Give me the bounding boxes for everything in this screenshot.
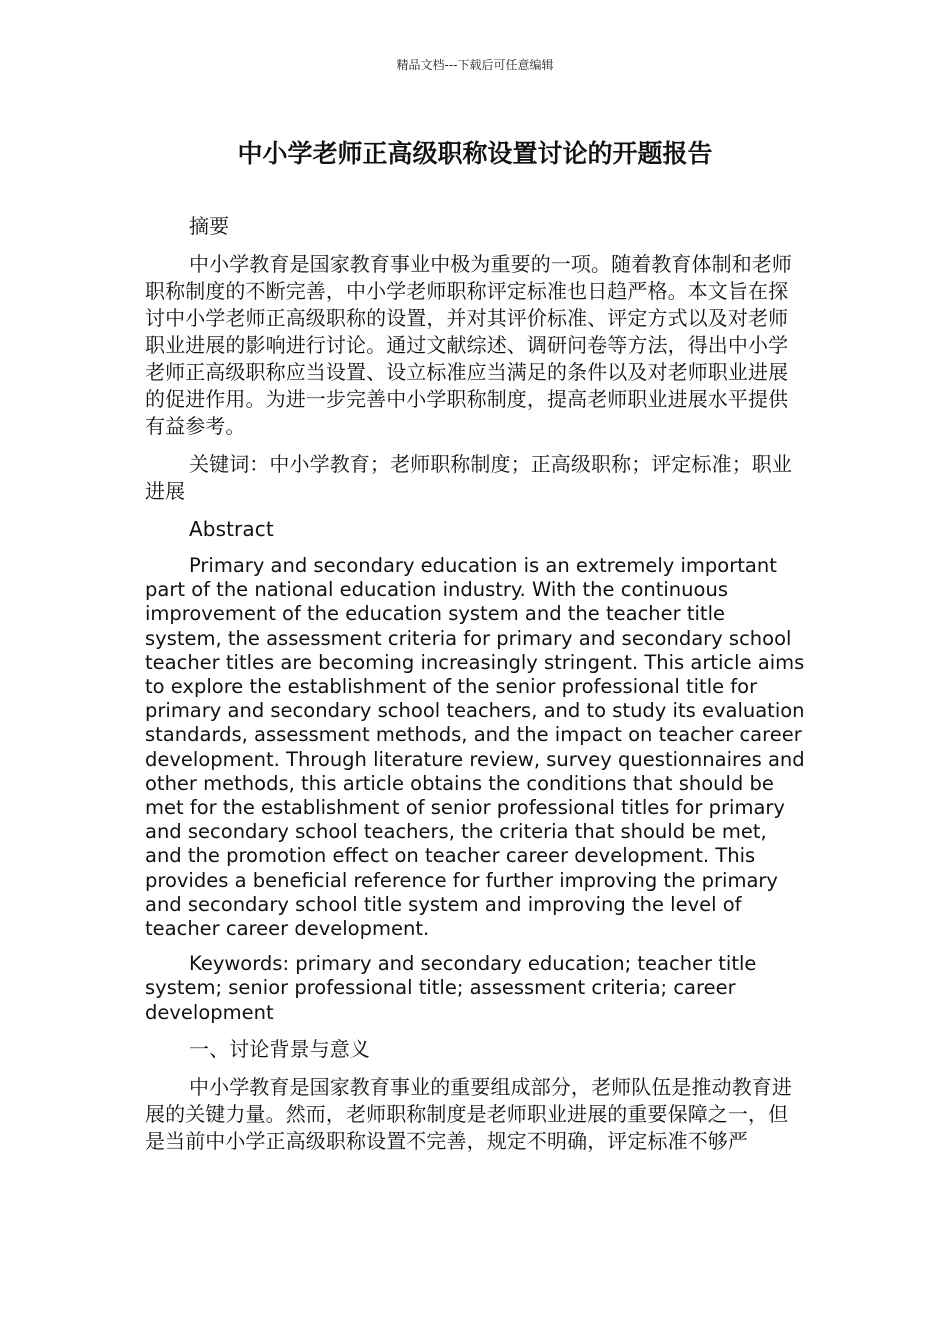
document-body <box>145 213 805 1155</box>
keywords-cn: 关键词：中小学教育；老师职称制度；正高级职称；评定标准；职业进展 <box>145 452 792 503</box>
section-1-paragraph: 中小学教育是国家教育事业的重要组成部分，老师队伍是推动教育进展的关键力量。然而，老师职称制度是老师职业进展的重要保障之一，但是当前中小学正高级职称设置不完善，规定不明确，评定标准不够严 <box>145 1074 792 1153</box>
abstract-en-paragraph: Primary and secondary education is an extremely important part of the national education industry. With the continuous improvement of the education system and the teacher title system, the assessment criteria for primary and secondary school teacher titles are becoming increasingly stringent. This article aims to explore the establishment of the senior professional title for primary and secondary school teachers, and to study its evaluation standards, assessment methods, and the impact on teacher career development. Through literature review, survey questionnaires and other methods, this article obtains the conditions that should be met for the establishment of senior professional titles for primary and secondary school teachers, the criteria that should be met, and the promotion effect on teacher career development. This provides a beneficial reference for further improving the primary and secondary school title system and improving the level of teacher career development. <box>145 554 805 941</box>
abstract-cn-paragraph: 中小学教育是国家教育事业中极为重要的一项。随着教育体制和老师职称制度的不断完善，中小学老师职称评定标准也日趋严格。本文旨在探讨中小学老师正高级职称的设置，并对其评价标准、评定方式以及对老师职业进展的影响进行讨论。通过文献综述、调研问卷等方法，得出中小学老师正高级职称应当设置、设立标准应当满足的条件以及对老师职业进展的促进作用。为进一步完善中小学职称制度，提高老师职业进展水平提供有益参考。 <box>145 252 792 438</box>
section-1-heading: 一、讨论背景与意义 <box>189 1036 370 1061</box>
keywords-en: Keywords: primary and secondary education; teacher title system; senior professional title; assessment criteria; career development <box>145 952 757 1024</box>
page-header-note: 精品文档---下载后可任意编辑 <box>396 58 554 72</box>
abstract-en-heading: Abstract <box>189 517 274 541</box>
document-title: 中小学老师正高级职称设置讨论的开题报告 <box>237 139 713 168</box>
abstract-cn-heading: 摘要 <box>189 214 230 238</box>
